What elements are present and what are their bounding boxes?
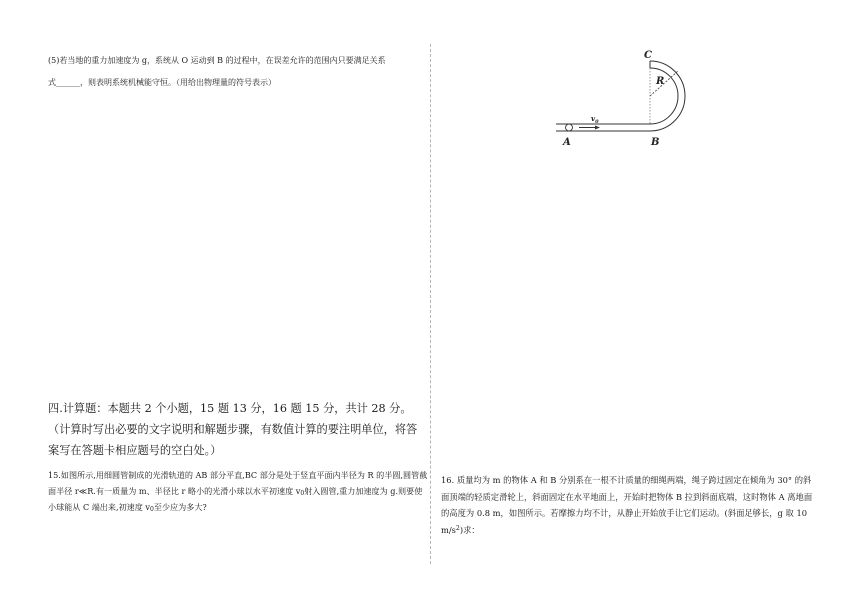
q16-superscript: 2: [455, 524, 460, 532]
label-v0: $v_0$: [591, 114, 599, 125]
q15-subscript: 0: [300, 490, 305, 498]
q5-line-1: (5)若当地的重力加速度为 g，系统从 O 运动到 B 的过程中，在误差允许的范围内只要满足关系: [48, 56, 386, 65]
question-16: [441, 472, 818, 538]
q15-text-b: 射入圆管,重力加速度为 g.则要使小球能从 C 端出来,初速度 v: [48, 486, 423, 512]
column-divider: [430, 44, 431, 564]
q15-text-c: 至少应为多大?: [153, 502, 207, 512]
label-c: C: [644, 50, 652, 61]
q15-subscript-2: 0: [150, 506, 154, 514]
label-b: B: [651, 137, 660, 148]
q15-text-a: 15.如图所示,用细圆管制成的光滑轨道的 AB 部分平直,BC 部分是处于竖直平面内半径为 R 的半圆,圆管截面半径 r≪R.有一质量为 m、半径比 r 略小的光滑小球以水平初速度 v: [48, 470, 428, 496]
q5-line-2: 式______，则表明系统机械能守恒。（用给出物理量的符号表示）: [48, 78, 276, 87]
track-figure: [550, 46, 710, 156]
q16-text-b: )求：: [459, 524, 480, 535]
ball: [566, 124, 573, 131]
label-r: R: [656, 76, 665, 87]
question-5-part: [48, 50, 418, 94]
section-heading-calculation: 四.计算题：本题共 2 个小题，15 题 13 分，16 题 15 分，共计 28 分。（计算时写出必要的文字说明和解题步骤，有数值计算的要注明单位，将答案写在答题卡相应题号的空白处。）: [48, 402, 418, 457]
semicircle-outer: [650, 61, 685, 131]
q16-text-a: 16. 质量均为 m 的物体 A 和 B 分别系在一根不计质量的细绳两端，绳子跨过固定在倾角为 30° 的斜面顶端的轻质定滑轮上，斜面固定在水平地面上，开始时把物体 B 拉到斜面底端，这时物体 A 离地面的高度为 0.8 m，如图所示。若摩擦力均不计，从静止开始放手让它们运动。(斜面足够长，g 取 10 m/s: [441, 475, 813, 535]
velocity-arrowhead: [595, 126, 600, 130]
question-15: [48, 467, 428, 515]
track-diagram: [550, 46, 710, 156]
label-a: A: [563, 137, 571, 148]
